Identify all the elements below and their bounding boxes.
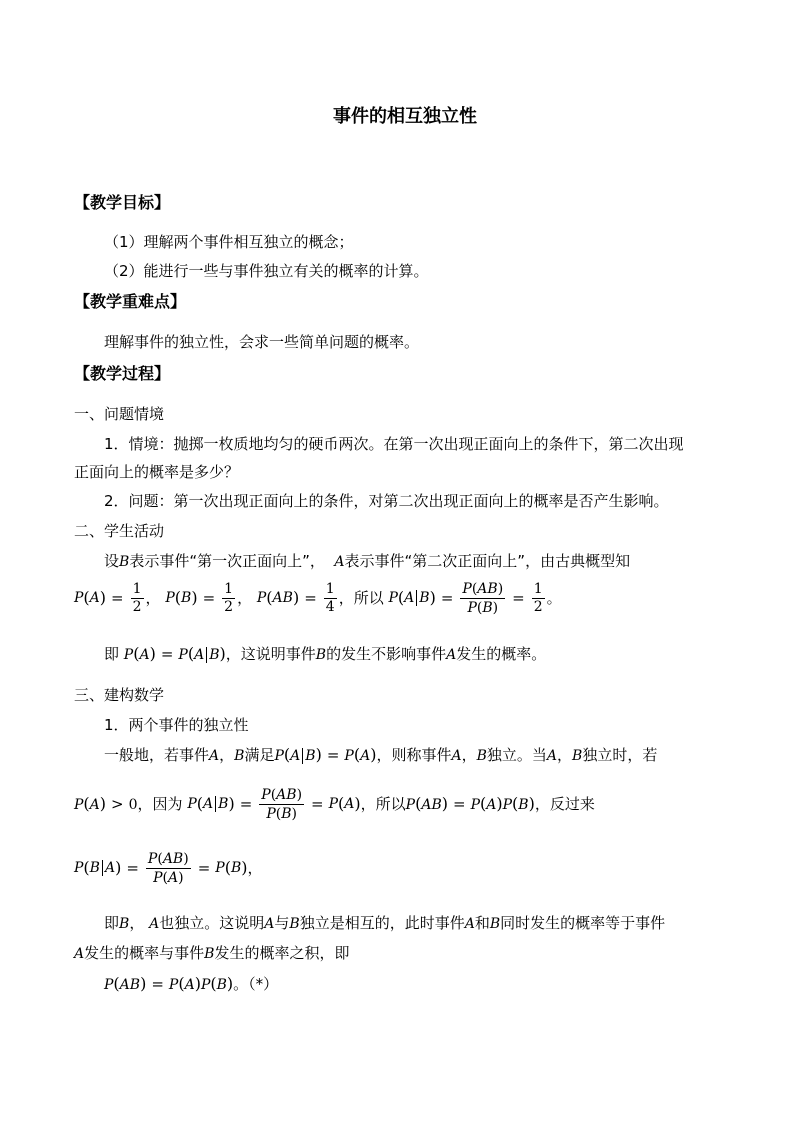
part1-line-3: 2．问题：第一次出现正面向上的条件，对第二次出现正面向上的概率是否产生影响。 xyxy=(104,492,669,510)
denominator xyxy=(465,599,500,616)
sym-ab: AB xyxy=(477,581,498,597)
paren-left: ( xyxy=(338,794,345,814)
sym-p: P xyxy=(261,787,271,803)
text: 表示事件“第二次正面向上”，由古典概型知 xyxy=(344,552,631,570)
zero: 0 xyxy=(128,796,138,813)
sym-p: P xyxy=(344,748,354,764)
text: 发生的概率与事件 xyxy=(84,944,205,962)
period: 。 xyxy=(546,588,562,607)
sym-p: P xyxy=(405,796,416,813)
sym-a: A xyxy=(89,796,100,813)
text: ，这说明事件 xyxy=(225,645,316,663)
paren-left: ( xyxy=(210,974,217,993)
paren-right: ) xyxy=(149,644,156,663)
sym-a: A xyxy=(167,869,179,886)
numerator xyxy=(460,581,505,599)
equals-sign: = xyxy=(453,794,466,813)
part3-line-1 xyxy=(104,747,657,764)
paren-left: ( xyxy=(353,745,361,764)
sym-b: B xyxy=(482,599,493,616)
greater-sign: > xyxy=(111,794,124,813)
sym-a: A xyxy=(546,748,558,764)
paren-right: ) xyxy=(194,974,201,993)
paren-right: ) xyxy=(497,581,504,597)
text: 与 xyxy=(274,914,290,932)
sym-a: A xyxy=(451,748,462,764)
paren-left: ( xyxy=(162,869,168,886)
sym-a: A xyxy=(74,946,85,962)
objective-item-2: （2）能进行一些与事件独立有关的概率的计算。 xyxy=(104,262,429,280)
sym-b: B xyxy=(181,589,192,606)
sym-a: A xyxy=(209,748,220,764)
sym-p: P xyxy=(274,748,284,764)
text: ，所以 xyxy=(360,794,406,813)
text: 也独立。这说明 xyxy=(159,914,265,932)
sym-p: P xyxy=(388,589,398,606)
paren-left: ( xyxy=(83,588,90,608)
sym-p: P xyxy=(470,796,480,813)
text: 设 xyxy=(104,552,120,570)
paren-right: ) xyxy=(178,869,184,886)
sym-b: B xyxy=(216,977,227,993)
text: 一般地，若事件 xyxy=(104,746,210,764)
fraction-one-half xyxy=(131,582,144,614)
eq-reverse xyxy=(74,851,247,886)
paren-left: ( xyxy=(275,805,282,822)
sym-ab: AB xyxy=(276,787,297,803)
key-points-text: 理解事件的独立性，会求一些简单问题的概率。 xyxy=(104,333,420,351)
text: 即 xyxy=(104,914,120,932)
text: ， xyxy=(129,914,145,932)
paren-left: ( xyxy=(476,599,483,616)
eq-pb xyxy=(165,582,237,614)
paren-left: ( xyxy=(133,644,140,663)
text: ，因为 xyxy=(137,794,183,813)
sym-p: P xyxy=(168,977,179,993)
denominator xyxy=(151,869,185,886)
sym-a: A xyxy=(203,796,214,813)
part2-line-1 xyxy=(104,554,630,569)
sym-p: P xyxy=(74,860,84,877)
numerator: 1 xyxy=(224,581,234,598)
paren-right: ) xyxy=(370,745,377,764)
part1-title: 一、问题情境 xyxy=(74,405,165,423)
var-a: A xyxy=(334,554,345,570)
denominator xyxy=(264,805,299,822)
text: 表示事件“第一次正面向上”， xyxy=(129,552,325,570)
sym-p: P xyxy=(467,599,477,616)
denominator: 4 xyxy=(325,598,335,615)
text: 的发生不影响事件 xyxy=(326,645,447,663)
sym-b: B xyxy=(518,796,529,813)
sym-b: B xyxy=(476,748,487,764)
sym-p: P xyxy=(165,589,175,606)
numerator: 1 xyxy=(533,581,543,598)
sym-p: P xyxy=(200,977,211,993)
sym-a: A xyxy=(184,977,195,993)
paren-right: ) xyxy=(140,974,147,993)
paren-left: ( xyxy=(157,851,163,867)
paren-right: ) xyxy=(441,793,448,813)
sym-a: A xyxy=(139,647,150,663)
part3-line-2 xyxy=(74,787,595,822)
given-bar xyxy=(215,796,216,812)
numerator: 1 xyxy=(325,581,335,598)
paren-left: ( xyxy=(83,793,90,813)
paren-right: ) xyxy=(496,793,503,813)
var-b: B xyxy=(119,554,130,570)
sym-a: A xyxy=(464,916,475,932)
text: ， xyxy=(557,746,573,764)
equals-sign: = xyxy=(160,645,174,663)
equals-sign: = xyxy=(512,589,525,607)
text: 满足 xyxy=(244,746,275,764)
paren-right: ) xyxy=(296,787,303,803)
sym-p: P xyxy=(328,796,339,813)
paren-right: ) xyxy=(226,974,234,993)
text: 独立。当 xyxy=(486,746,547,764)
paren-left: ( xyxy=(266,588,273,608)
sym-a: A xyxy=(360,748,371,764)
paren-left: ( xyxy=(270,787,277,803)
fraction-one-half xyxy=(222,582,235,614)
sym-a: A xyxy=(446,647,457,663)
comma: ， xyxy=(247,858,263,877)
sym-b: B xyxy=(234,748,245,764)
part3-line-4 xyxy=(104,916,665,931)
fraction-one-quarter xyxy=(324,582,337,614)
section-heading-key-points: 【教学重难点】 xyxy=(74,292,187,311)
section-heading-objectives: 【教学目标】 xyxy=(74,193,171,212)
paren-right: ) xyxy=(291,805,297,822)
paren-left: ( xyxy=(178,974,185,993)
formula-line-probabilities xyxy=(74,581,562,616)
text: 即 xyxy=(104,645,120,663)
paren-right: ) xyxy=(315,745,322,764)
sym-p: P xyxy=(256,589,267,606)
text: 发生的概率。 xyxy=(456,645,547,663)
paren-left: ( xyxy=(480,793,487,813)
sym-a: A xyxy=(149,916,160,932)
equals-sign: = xyxy=(111,589,124,607)
numerator xyxy=(259,787,304,805)
sym-b: B xyxy=(209,647,220,663)
sym-ab: AB xyxy=(272,589,293,606)
sym-b: B xyxy=(289,916,300,932)
sym-b: B xyxy=(305,748,316,764)
paren-right: ) xyxy=(492,599,499,616)
part3-title: 三、建构数学 xyxy=(74,686,165,704)
section-heading-process: 【教学过程】 xyxy=(74,364,171,383)
sym-p: P xyxy=(502,796,513,813)
sym-b: B xyxy=(230,860,242,877)
sym-a: A xyxy=(89,589,100,606)
denominator: 2 xyxy=(132,598,142,615)
sym-p: P xyxy=(123,647,134,663)
paren-left: ( xyxy=(224,858,231,878)
given-bar xyxy=(206,647,207,663)
sym-b: B xyxy=(89,860,100,877)
equals-sign: = xyxy=(440,589,454,607)
sym-ab: AB xyxy=(119,977,141,993)
eq-pa xyxy=(74,582,146,614)
paren-left: ( xyxy=(83,858,90,878)
equals-sign: = xyxy=(239,794,253,813)
fraction-pab-over-pb xyxy=(259,787,304,822)
sym-p: P xyxy=(104,977,114,993)
part3-subtitle-1: 1．两个事件的独立性 xyxy=(104,716,249,734)
sym-a: A xyxy=(486,796,497,813)
sym-b: B xyxy=(218,796,229,813)
equals-sign: = xyxy=(311,794,324,813)
paren-left: ( xyxy=(471,581,478,597)
paren-left: ( xyxy=(283,745,291,764)
paren-left: ( xyxy=(415,793,422,813)
text: 独立时，若 xyxy=(582,746,658,764)
sym-p: P xyxy=(266,805,276,822)
equals-sign: = xyxy=(202,589,216,607)
equals-sign: = xyxy=(304,589,317,607)
paren-left: ( xyxy=(196,794,204,814)
given-bar xyxy=(302,748,303,764)
sym-a: A xyxy=(404,589,415,606)
text: ，则称事件 xyxy=(376,746,452,764)
paren-left: ( xyxy=(397,588,405,608)
denominator: 2 xyxy=(533,598,543,615)
sym-a: A xyxy=(194,647,205,663)
separator: ， xyxy=(145,588,161,607)
numerator xyxy=(146,851,191,869)
paren-right: ) xyxy=(99,793,107,813)
sym-b: B xyxy=(489,916,501,932)
paren-right: ) xyxy=(99,588,107,608)
sym-b: B xyxy=(572,748,583,764)
paren-left: ( xyxy=(512,793,519,813)
eq-pab xyxy=(257,582,339,614)
paren-right: ) xyxy=(183,851,189,867)
paren-right: ) xyxy=(292,588,300,608)
part2-title: 二、学生活动 xyxy=(74,522,165,540)
paren-right: ) xyxy=(429,588,436,608)
fraction-pab-over-pa xyxy=(146,851,191,886)
sym-b: B xyxy=(281,805,292,822)
eq-conditional-ratio xyxy=(187,787,360,822)
text: 和 xyxy=(474,914,490,932)
part1-line-2: 正面向上的概率是多少？ xyxy=(74,463,240,481)
sym-p: P xyxy=(187,796,197,813)
text: 发生的概率之积，即 xyxy=(214,944,350,962)
sym-a: A xyxy=(264,916,275,932)
text-so: ，所以 xyxy=(338,588,384,607)
paren-right: ) xyxy=(219,644,226,663)
sym-p: P xyxy=(178,647,188,663)
paren-right: ) xyxy=(241,858,248,878)
sym-p: P xyxy=(74,589,84,606)
fraction-one-half xyxy=(532,582,545,614)
objective-item-1: （1）理解两个事件相互独立的概念； xyxy=(104,233,354,251)
text: ， xyxy=(461,746,477,764)
eq-conditional xyxy=(388,581,546,616)
sym-p: P xyxy=(462,581,472,597)
paren-right: ) xyxy=(354,794,361,814)
paren-right: ) xyxy=(191,588,198,608)
sym-p: P xyxy=(153,869,163,886)
equals-sign: = xyxy=(326,746,340,764)
part2-line-3 xyxy=(104,646,546,663)
paren-left: ( xyxy=(187,644,195,663)
part3-line-3 xyxy=(74,851,263,886)
text: ，反过来 xyxy=(534,794,595,813)
part3-line-5 xyxy=(74,946,349,961)
sym-b: B xyxy=(315,647,327,663)
text: 。（*） xyxy=(233,975,279,993)
sym-a: A xyxy=(290,748,301,764)
paren-right: ) xyxy=(528,793,535,813)
equals-sign: = xyxy=(126,858,139,877)
equals-sign: = xyxy=(197,858,211,877)
paren-left: ( xyxy=(174,588,182,608)
fraction-pab-over-pb xyxy=(460,581,505,616)
paren-right: ) xyxy=(228,794,235,814)
document-title: 事件的相互独立性 xyxy=(333,106,477,127)
sym-p: P xyxy=(74,796,84,813)
sym-a: A xyxy=(344,796,355,813)
sym-ab: AB xyxy=(162,851,184,867)
given-bar xyxy=(416,590,417,606)
text: ， xyxy=(219,746,235,764)
part1-line-1: 1．情境：抛掷一枚质地均匀的硬币两次。在第一次出现正面向上的条件下，第二次出现 xyxy=(104,435,684,453)
sym-b: B xyxy=(119,916,130,932)
denominator: 2 xyxy=(224,598,234,615)
sym-p: P xyxy=(147,851,158,867)
sym-b: B xyxy=(204,946,215,962)
product-rule-formula xyxy=(104,976,278,992)
numerator: 1 xyxy=(132,581,142,598)
text: 同时发生的概率等于事件 xyxy=(500,914,666,932)
text: 独立是相互的，此时事件 xyxy=(299,914,465,932)
sym-ab: AB xyxy=(421,796,442,813)
sym-b: B xyxy=(419,589,430,606)
sym-p: P xyxy=(215,860,225,877)
paren-right: ) xyxy=(115,858,122,878)
paren-left: ( xyxy=(113,974,120,993)
equals-sign: = xyxy=(151,975,164,993)
sym-a: A xyxy=(104,860,116,877)
separator: ， xyxy=(237,588,253,607)
given-bar xyxy=(102,860,103,876)
